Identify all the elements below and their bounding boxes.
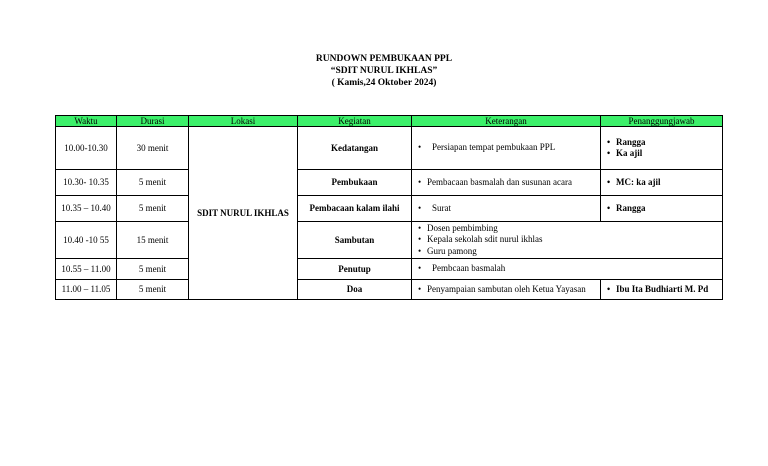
cell-kegiatan: Doa <box>298 280 412 300</box>
cell-penanggungjawab <box>601 170 723 196</box>
list-item: • Persiapan tempat pembukaan PPL <box>415 142 597 154</box>
header-durasi: Durasi <box>117 116 189 127</box>
header-kegiatan: Kegiatan <box>298 116 412 127</box>
cell-keterangan <box>412 280 601 300</box>
cell-waktu: 10.35 – 10.40 <box>56 196 117 222</box>
cell-waktu: 11.00 – 11.05 <box>56 280 117 300</box>
table-row <box>56 196 723 222</box>
list-item: • Penyampaian sambutan oleh Ketua Yayasan <box>415 284 597 296</box>
header-keterangan: Keterangan <box>412 116 601 127</box>
cell-waktu: 10.30- 10.35 <box>56 170 117 196</box>
header-penanggungjawab: Penanggungjawab <box>601 116 723 127</box>
cell-waktu: 10.55 – 11.00 <box>56 259 117 280</box>
list-item: • Surat <box>415 203 597 215</box>
cell-durasi: 5 menit <box>117 280 189 300</box>
table-header-row <box>56 116 723 127</box>
title-line-3: ( Kamis,24 Oktober 2024) <box>331 78 437 88</box>
cell-keterangan <box>412 127 601 170</box>
cell-lokasi: SDIT NURUL IKHLAS <box>189 127 298 300</box>
rundown-table <box>55 115 723 300</box>
cell-keterangan <box>412 222 723 259</box>
table-row <box>56 259 723 280</box>
cell-kegiatan: Kedatangan <box>298 127 412 170</box>
title-line-1: RUNDOWN PEMBUKAAN PPL <box>315 54 453 64</box>
cell-durasi: 5 menit <box>117 196 189 222</box>
list-item: • MC: ka ajil <box>604 177 719 189</box>
table-row <box>56 280 723 300</box>
list-item: • Kepala sekolah sdit nurul ikhlas <box>415 234 719 246</box>
cell-kegiatan: Penutup <box>298 259 412 280</box>
list-item: • Ibu Ita Budhiarti M. Pd <box>604 284 719 296</box>
cell-durasi: 15 menit <box>117 222 189 259</box>
list-item: • Dosen pembimbing <box>415 223 719 235</box>
cell-keterangan <box>412 170 601 196</box>
header-waktu: Waktu <box>56 116 117 127</box>
table-row <box>56 170 723 196</box>
list-item: • Pembcaan basmalah <box>415 263 719 275</box>
list-item: • Ka ajil <box>604 148 719 160</box>
list-item: • Guru pamong <box>415 246 719 258</box>
cell-durasi: 30 menit <box>117 127 189 170</box>
table-row <box>56 127 723 170</box>
cell-kegiatan: Pembukaan <box>298 170 412 196</box>
cell-waktu: 10.00-10.30 <box>56 127 117 170</box>
cell-penanggungjawab <box>601 127 723 170</box>
cell-penanggungjawab <box>601 280 723 300</box>
cell-durasi: 5 menit <box>117 170 189 196</box>
list-item: • Pembacaan basmalah dan susunan acara <box>415 177 597 189</box>
cell-keterangan <box>412 259 723 280</box>
list-item: • Rangga <box>604 203 719 215</box>
table-row <box>56 222 723 259</box>
cell-durasi: 5 menit <box>117 259 189 280</box>
cell-penanggungjawab <box>601 196 723 222</box>
cell-waktu: 10.40 -10 55 <box>56 222 117 259</box>
cell-keterangan <box>412 196 601 222</box>
title-line-2: “SDIT NURUL IKHLAS” <box>330 66 438 76</box>
header-lokasi: Lokasi <box>189 116 298 127</box>
cell-kegiatan: Pembacaan kalam ilahi <box>298 196 412 222</box>
document-title <box>0 53 768 89</box>
cell-kegiatan: Sambutan <box>298 222 412 259</box>
list-item: • Rangga <box>604 137 719 149</box>
